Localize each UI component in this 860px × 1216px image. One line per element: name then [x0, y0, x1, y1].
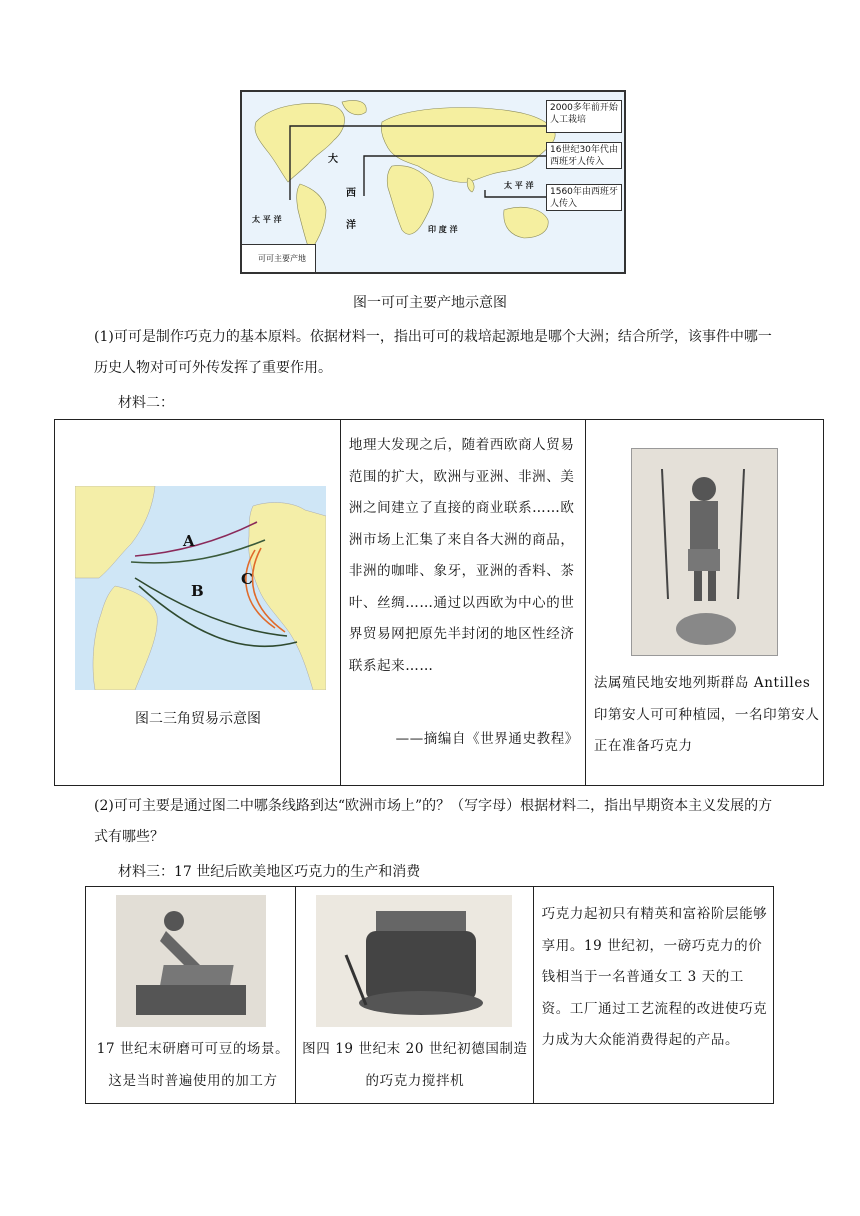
material2-title: 材料二：: [118, 395, 174, 411]
cocoa-origin-map: [240, 90, 626, 274]
plantation-cell: [585, 420, 823, 786]
excerpt-cell: [340, 420, 585, 786]
consumption-cell: [533, 887, 773, 1104]
material3-table: [85, 886, 774, 1104]
legend-text: 可可主要产地: [258, 254, 306, 263]
material3-title: 材料三：17 世纪后欧美地区巧克力的生产和消费: [118, 864, 421, 880]
figure1-caption: 图一可可主要产地示意图: [353, 295, 507, 311]
question-1: (1)可可是制作巧克力的基本原料。依据材料一，指出可可的栽培起源地是哪个大洲；结合所学，该事件中哪一历史人物对可可外传发挥了重要作用。: [94, 329, 772, 376]
question-2: (2)可可主要是通过图二中哪条线路到达“欧洲市场上”的？（写字母）根据材料二，指出早期资本主义发展的方式有哪些？: [94, 798, 773, 845]
grinding-engraving: [116, 895, 266, 1027]
triangle-trade-map: [75, 486, 326, 690]
indian-ocean-label: 印 度 洋: [428, 224, 458, 234]
atlantic-label-2: 西: [346, 188, 356, 199]
pacific-left-label: 太 平 洋: [252, 214, 282, 224]
callout-1560: 1560年由西班牙人传入: [546, 184, 622, 211]
map-legend: [242, 244, 316, 272]
grinding-cell: [86, 887, 296, 1104]
triangle-trade-cell: [55, 420, 341, 786]
atlantic-label-1: 大: [328, 154, 338, 165]
material2-table: [54, 419, 824, 786]
consumption-text: 巧克力起初只有精英和富裕阶层能够享用。19 世纪初，一磅巧克力的价钱相当于一名普通女工 3 天的工资。工厂通过工艺流程的改进使巧克力成为大众能消费得起的产品。: [541, 906, 768, 1048]
route-a-label: A: [183, 532, 195, 550]
triangle-trade-caption: 图二三角贸易示意图: [135, 711, 261, 727]
mixer-cell: [296, 887, 533, 1104]
plantation-caption: 法属殖民地安地列斯群岛 Antilles 印第安人可可种植园，一名印第安人正在准备巧克力: [593, 675, 820, 754]
mixer-caption: 图四 19 世纪末 20 世纪初德国制造的巧克力搅拌机: [302, 1041, 528, 1089]
excerpt-source: ——摘编自《世界通史教程》: [395, 731, 579, 747]
mixer-engraving: [316, 895, 512, 1027]
callout-1530s: 16世纪30年代由西班牙人传入: [546, 142, 622, 169]
grinding-caption: 17 世纪末研磨可可豆的场景。这是当时普遍使用的加工方: [96, 1041, 290, 1089]
atlantic-label-3: 洋: [346, 220, 356, 231]
pacific-right-label: 太 平 洋: [504, 180, 534, 190]
excerpt-text: 地理大发现之后，随着西欧商人贸易范围的扩大，欧洲与亚洲、非洲、美洲之间建立了直接的商业联系……欧洲市场上汇集了来自各大洲的商品，非洲的咖啡、象牙，亚洲的香料、茶叶、丝绸……通过以西欧为中心的世界贸易网把原先半封闭的地区性经济联系起来……: [348, 437, 575, 674]
route-c-label: C: [241, 570, 253, 588]
plantation-engraving: [631, 448, 778, 656]
callout-origin: 2000多年前开始人工栽培: [546, 100, 622, 133]
route-b-label: B: [191, 582, 204, 600]
